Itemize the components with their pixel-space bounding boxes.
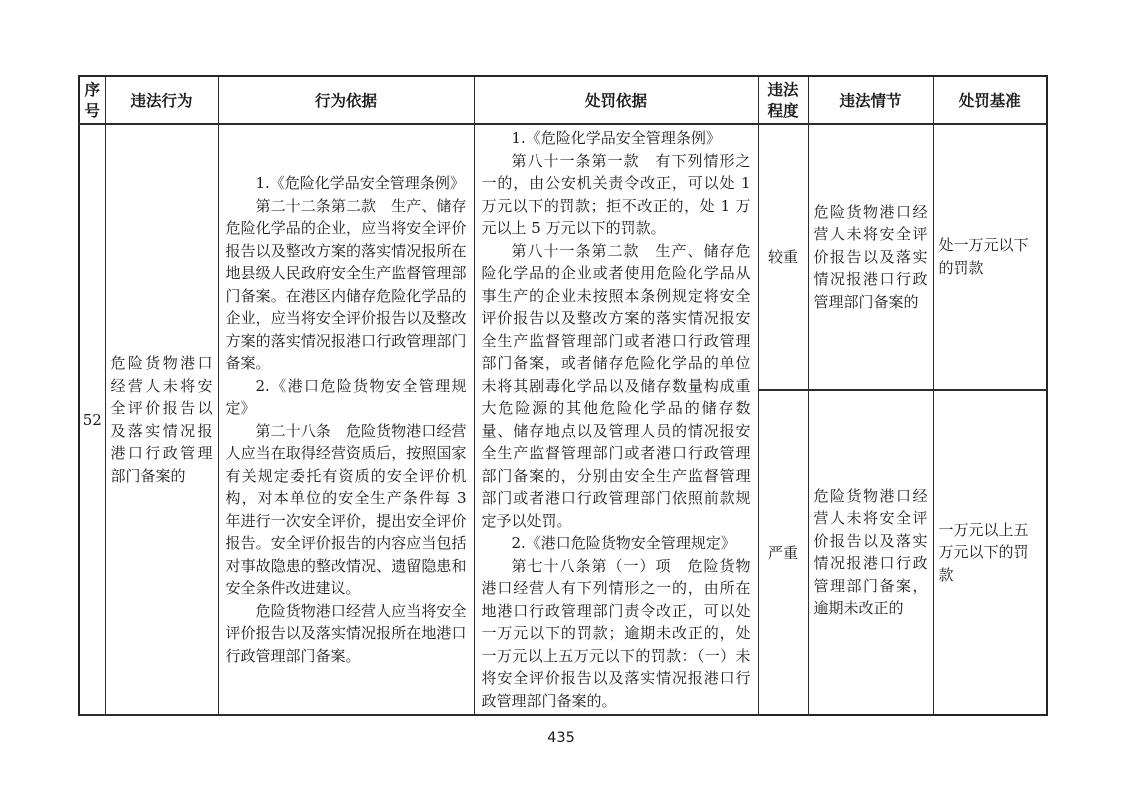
table-row: [79, 124, 1047, 390]
paragraph: 第二十二条第二款 生产、储存危险化学品的企业，应当将安全评价报告以及整改方案的落实情况报所在地县级人民政府安全生产监督管理部门备案。在港区内储存危险化学品的企业，应当将安全评价报告以及整改方案的落实情况报港口行政管理部门备案。: [225, 196, 467, 372]
header-penalty-basis: 处罚依据: [474, 76, 758, 124]
page-number: 435: [547, 730, 575, 746]
header-penalty-standard: 处罚基准: [933, 76, 1047, 124]
paragraph: 第七十八条第（一）项 危险货物港口经营人有下列情形之一的，由所在地港口行政管理部门责令改正，可以处一万元以下的罚款；逾期未改正的，处一万元以上五万元以下的罚款：（一）未将安全评价报告以及落实情况报港口行政管理部门备案的。: [481, 556, 751, 710]
standard-cell-moderate: 处一万元以下的罚款: [933, 124, 1047, 390]
illegal-act-cell: 危险货物港口经营人未将安全评价报告以及落实情况报港口行政管理部门备案的: [105, 124, 218, 715]
paragraph: 第二十八条 危险货物港口经营人应当在取得经营资质后，按照国家有关规定委托有资质的安全评价机构，对本单位的安全生产条件每 3 年进行一次安全评价，提出安全评价报告。安全评价报告的内容应当包括对事故隐患的整改情况、遗留隐患和安全条件改进建议。: [225, 421, 467, 597]
standard-cell-severe: 一万元以上五万元以下的罚款: [933, 390, 1047, 715]
circumstance-cell-moderate: 危险货物港口经营人未将安全评价报告以及落实情况报港口行政管理部门备案的: [808, 124, 933, 390]
degree-cell-severe: 严重: [758, 390, 808, 715]
serial-number-cell: 52: [79, 124, 105, 715]
penalty-basis-cell: [474, 124, 758, 715]
penalty-rules-table: [78, 75, 1048, 716]
paragraph: 1.《危险化学品安全管理条例》: [511, 129, 721, 147]
header-behavior-basis: 行为依据: [218, 76, 474, 124]
table-header-row: [79, 76, 1047, 124]
paragraph: 危险货物港口经营人应当将安全评价报告以及落实情况报所在地港口行政管理部门备案。: [225, 601, 467, 665]
header-violation-circumstance: 违法情节: [808, 76, 933, 124]
header-violation-degree: 违法程度: [758, 76, 808, 124]
paragraph: 第八十一条第一款 有下列情形之一的，由公安机关责令改正，可以处 1 万元以下的罚款；拒不改正的，处 1 万元以上 5 万元以下的罚款。: [481, 151, 751, 237]
behavior-basis-cell: [218, 124, 474, 715]
paragraph: 1.《危险化学品安全管理条例》: [255, 174, 465, 192]
paragraph: 2.《港口危险货物安全管理规定》: [511, 534, 736, 552]
paragraph: 2.《港口危险货物安全管理规定》: [225, 376, 467, 417]
circumstance-cell-severe: 危险货物港口经营人未将安全评价报告以及落实情况报港口行政管理部门备案，逾期未改正的: [808, 390, 933, 715]
paragraph: 第八十一条第二款 生产、储存危险化学品的企业或者使用危险化学品从事生产的企业未按照本条例规定将安全评价报告以及整改方案的落实情况报安全生产监督管理部门或者港口行政管理部门备案，或者储存危险化学品的单位未将其剧毒化学品以及储存数量构成重大危险源的其他危险化学品的储存数量、储存地点以及管理人员的情况报安全生产监督管理部门或者港口行政管理部门备案的，分别由安全生产监督管理部门或者港口行政管理部门依照前款规定予以处罚。: [481, 241, 751, 530]
header-illegal-act: 违法行为: [105, 76, 218, 124]
header-serial-number: 序号: [79, 76, 105, 124]
degree-cell-moderate: 较重: [758, 124, 808, 390]
